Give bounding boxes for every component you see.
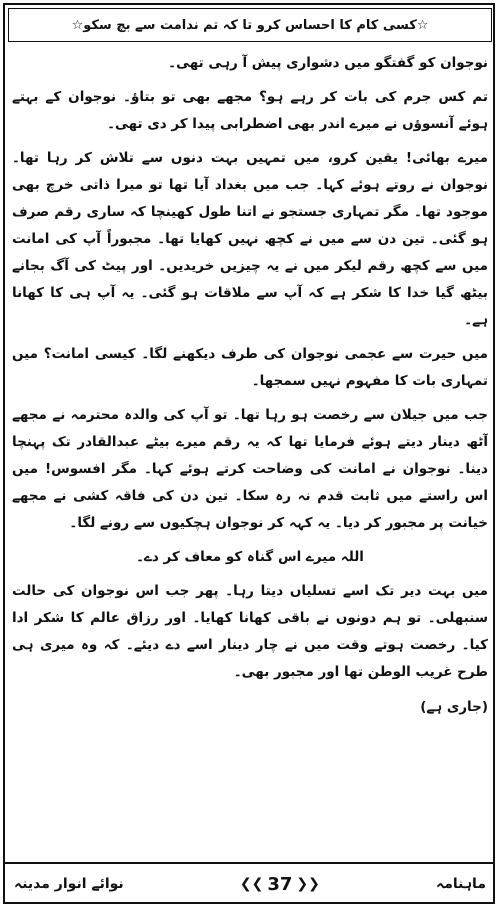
header-title: ☆کسی کام کا احساس کرو تا کہ تم ندامت سے بچ سکو☆ bbox=[71, 17, 429, 33]
paragraph: میں بہت دیر تک اسے تسلیاں دیتا رہا۔ پھر جب اس نوجوان کی حالت سنبھلی۔ تو ہم دونوں نے باقی کھانا کھایا۔ اور رزاق عالم کا شکر ادا کیا۔ رخصت ہوتے وقت میں نے چار دینار اسے دے دیئے۔ کہ وہ میری ہی طرح غریب الوطن تھا اور مجبور بھی۔ bbox=[12, 583, 488, 680]
magazine-name: نوائے انوار مدینہ bbox=[14, 876, 124, 892]
paragraph: تم کس جرم کی بات کر رہے ہو؟ مجھے بھی تو بتاؤ۔ نوجوان کے بہتے ہوئے آنسوؤں نے میرے اندر بھی اضطرابی پیدا کر دی تھی۔ bbox=[12, 89, 488, 132]
header-banner bbox=[8, 8, 492, 42]
ornament-left-icon: ❮❮ bbox=[239, 876, 264, 892]
magazine-label: ماہنامہ bbox=[436, 876, 486, 892]
page-number: 37 bbox=[267, 873, 293, 895]
page-footer bbox=[8, 868, 492, 900]
ornament-right-icon: ❯❯ bbox=[296, 876, 320, 892]
article-body bbox=[12, 50, 488, 860]
continued-note: (جاری ہے) bbox=[420, 699, 488, 715]
footer-divider bbox=[3, 862, 495, 864]
paragraph: نوجوان کو گفتگو میں دشواری پیش آ رہی تھی۔ bbox=[168, 55, 488, 71]
prayer-line: اللہ میرے اس گناہ کو معاف کر دے۔ bbox=[136, 549, 364, 565]
page-number-badge bbox=[240, 874, 320, 895]
paragraph: میرے بھائی! یقین کرو، میں تمہیں بہت دنوں سے تلاش کر رہا تھا۔ نوجوان نے روتے ہوئے کہا۔ جب میں بغداد آیا تھا تو میرا ذاتی خرچ بھی موجود تھا۔ مگر تمہاری جستجو نے اتنا طول کھینچا کہ ساری رقم صرف ہو گئی۔ تین دن سے میں نے کچھ نہیں کھایا تھا۔ مجبوراً آپ کی امانت میں سے کچھ رقم لیکر میں نے یہ چیزیں خریدیں۔ اور پیٹ کی آگ بجانے بیٹھ گیا خدا کا شکر ہے کہ آپ سے ملاقات ہو گئی۔ یہ آپ ہی کا کھانا ہے۔ bbox=[12, 150, 488, 328]
paragraph: میں حیرت سے عجمی نوجوان کی طرف دیکھنے لگا۔ کیسی امانت؟ میں تمہاری بات کا مفہوم نہیں سمجھا۔ bbox=[12, 346, 488, 389]
paragraph: جب میں جیلان سے رخصت ہو رہا تھا۔ تو آپ کی والدہ محترمہ نے مجھے آٹھ دینار دیتے ہوئے فرمایا تھا کہ یہ رقم میرے بیٹے عبدالقادر تک پہنچا دینا۔ نوجوان نے امانت کی وضاحت کرتے ہوئے کہا۔ مگر افسوس! میں اس راستے میں ثابت قدم نہ رہ سکا۔ تین دن کی فاقہ کشی نے مجھے خیانت پر مجبور کر دیا۔ یہ کہہ کر نوجوان ہچکیوں سے رونے لگا۔ bbox=[12, 407, 488, 531]
